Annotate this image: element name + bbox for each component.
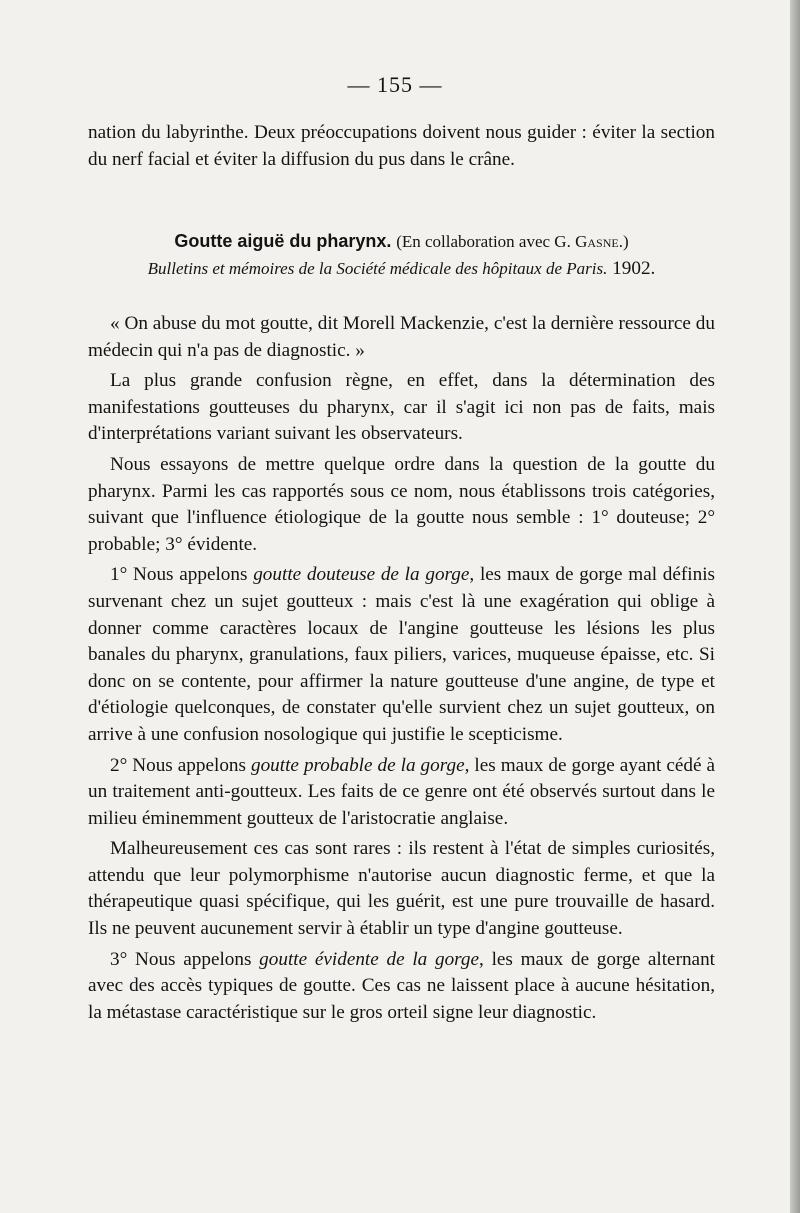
cat3-rest: , les maux de gorge alternant avec des accès typiques de goutte. Ces cas ne laissent place à aucune hésitation, la métastase caractéristique sur le gros orteil signe leur diagnostic. [88, 948, 715, 1023]
collab-name: Gasne [575, 232, 619, 251]
intro-paragraph [88, 120, 715, 173]
cat2-lead: 2° Nous appelons [110, 754, 251, 776]
cat2-rest: , les maux de gorge ayant cédé à un traitement anti-goutteux. Les faits de ce genre ont été observés surtout dans le milieu éminemment goutteux de l'aristocratie anglaise. [88, 754, 716, 829]
collab-prefix: (En collaboration avec G. [396, 232, 576, 251]
article-year: 1902. [612, 257, 656, 279]
intro-text: nation du labyrinthe. Deux préoccupations doivent nous guider : éviter la section du nerf facial et éviter la diffusion du pus dans le crâne. [88, 122, 715, 170]
cat1-lead: 1° Nous appelons [110, 564, 254, 586]
cat1-rest: , les maux de gorge mal définis survenant chez un sujet goutteux : mais c'est là une exagération qui oblige à donner comme caractères locaux de l'angine goutteuse les lésions les plus banales du pharynx, granulations, faux piliers, varices, muqueuse épaisse, etc. Si donc on se contente, pour affirmer la nature goutteuse d'une angine, de type et d'étiologie quelconques, de constater qu'elle survient chez un sujet goutteux, on arrive à une confusion nosologique qui justifie le scepticisme. [88, 564, 716, 745]
cat3-term: goutte évidente de la gorge [259, 948, 480, 970]
page-number: — 155 — [347, 72, 443, 97]
rare-cases-paragraph: Malheureusement ces cas sont rares : ils restent à l'état de simples curiosités, attendu que leur polymorphisme n'autorise aucun diagnostic ferme, et que la thérapeutique quasi spécifique, qui les guérit, est une pure trouvaille de hasard. Ils ne peuvent aucunement servir à établir un type d'angine goutteuse. [88, 838, 715, 940]
page-edge [790, 0, 800, 1213]
cat3-lead: 3° Nous appelons [110, 948, 260, 970]
cat2-term: goutte probable de la gorge [250, 754, 465, 776]
categories-paragraph: Nous essayons de mettre quelque ordre dans la question de la goutte du pharynx. Parmi les cas rapportés sous ce nom, nous établissons trois catégories, suivant que l'influence étiologique de la goutte nous semble : 1° douteuse; 2° probable; 3° évidente. [88, 453, 715, 555]
category-3-paragraph [88, 947, 715, 1027]
main-text [88, 311, 715, 1026]
article-title: Goutte aiguë du pharynx. [174, 231, 392, 251]
cat1-term: goutte douteuse de la gorge [253, 564, 470, 586]
collab-suffix: .) [618, 232, 629, 251]
category-2-paragraph [88, 753, 715, 833]
article-heading [88, 228, 715, 282]
confusion-paragraph: La plus grande confusion règne, en effet, dans la détermination des manifestations goutteuses du pharynx, car il s'agit ici non pas de faits, mais d'interprétations variant suivant les observateurs. [88, 370, 715, 445]
category-1-paragraph [88, 562, 715, 748]
article-source: Bulletins et mémoires de la Société médicale des hôpitaux de Paris. [147, 258, 608, 278]
quote-paragraph: « On abuse du mot goutte, dit Morell Mackenzie, c'est la dernière ressource du médecin qui n'a pas de diagnostic. » [88, 313, 715, 361]
